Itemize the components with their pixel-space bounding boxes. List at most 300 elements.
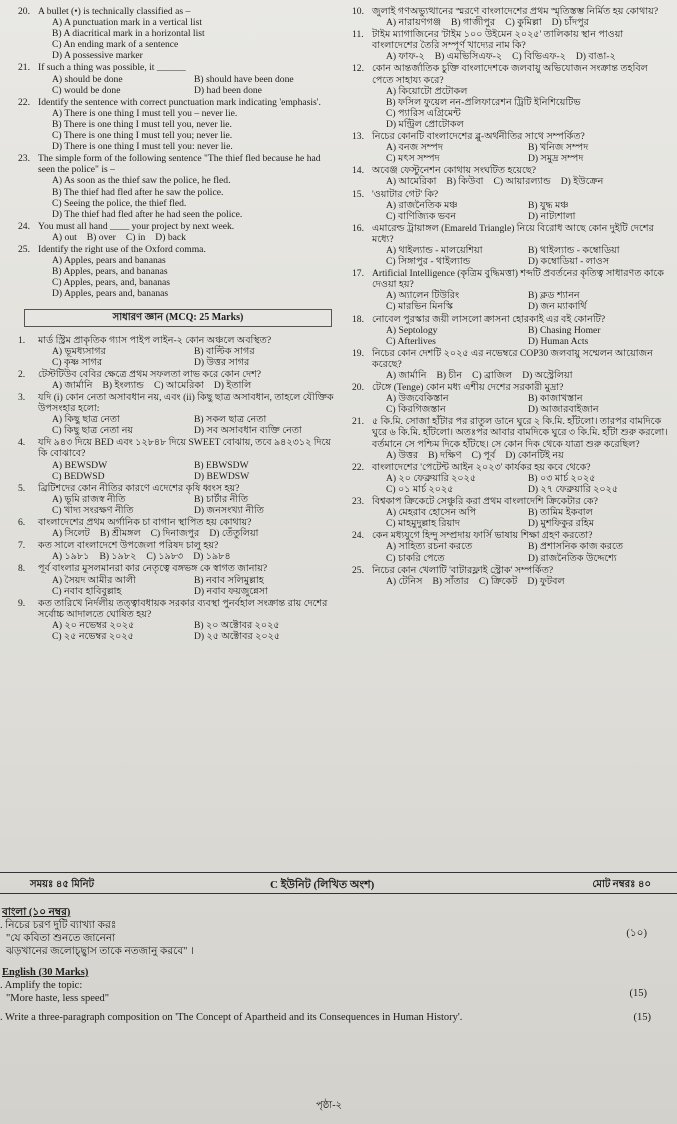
option-row [18,620,336,631]
question-number: 25. [352,564,364,576]
question-text [352,382,670,393]
question-number: 25. [18,243,30,255]
option: D) সমুদ্র সম্পদ [528,153,584,165]
option: A) কিছু ছাত্র নেতা [52,414,120,426]
option: A) অ্যালেন টিউরিং [386,290,460,302]
question-stem: বাংলাদেশের প্রথম অর্গানিক চা বাগান স্থাপিত হয় কোথায়? [38,517,252,529]
option-row [352,393,670,404]
option: A) রাজনৈতিক মঞ্চ [386,199,458,211]
option: C) আমেরিকা [153,379,204,391]
option: B) কাজাখস্তান [528,393,583,405]
question-stem: নিচের কোন খেলাটি 'বাটারফ্লাই স্ট্রোক' সম্পর্কিত? [372,564,554,576]
option: A) থাইল্যান্ড - মালয়েশিয়া [386,244,483,256]
option: A) ২০ ফেব্রুয়ারি ২০২৫ [386,472,477,484]
option: A) কিয়োটো প্রটোকল [386,85,468,97]
option: C) ০১ মার্চ ২০২৫ [386,483,454,495]
question-text [18,6,336,17]
bangla-line-2: ঝড়খানের জলোচ্ছ্বাস তাকে নতজানু করবে" । [6,946,194,957]
question-item [18,540,336,562]
question-stem: Identify the right use of the Oxford comma. [38,243,206,255]
option: D) ফুটবল [527,575,565,587]
question-item [352,382,670,415]
option: D) নাট্যশালা [528,210,576,222]
option: B) The thief had fled after he saw the police. [52,186,224,198]
option: B) শ্রীমঙ্গল [99,528,141,540]
option: D) ইউক্রেন [560,176,604,188]
question-text [352,189,670,200]
question-stem: Identify the sentence with correct punctuation mark indicating 'emphasis'. [38,96,321,108]
option: C) An ending mark of a sentence [52,39,179,51]
option: A) ২০ নভেম্বর ২০২৫ [52,619,135,631]
question-stem: মার্ড স্ট্রিম প্রাকৃতিক গ্যাস পাইপ লাইন-২ কোন অঞ্চলে অবস্থিত? [38,334,272,346]
option: B) ইংল্যান্ড [102,379,144,391]
option: D) ১৯৮৪ [193,551,231,563]
option-row [352,541,670,552]
option-row [18,575,336,586]
option: D) অস্ট্রেলিয়া [522,370,573,381]
option: A) উত্তর [386,449,419,461]
english-q1: . Amplify the topic: [0,980,83,991]
option: B) ০৩ মার্চ ২০২৫ [528,472,596,484]
question-item [352,348,670,381]
question-stem: বাংলাদেশের 'পেটেন্ট আইন ২০২৩' কার্যকর হয় কবে থেকে? [372,461,591,473]
english-q2-mark: (15) [633,1012,651,1023]
option: C) খাদ্য সংরক্ষণ নীতি [52,504,134,516]
bangla-heading: বাংলা (১০ নম্বর) [2,907,71,918]
option-row [352,51,670,62]
question-stem: জুলাই গণঅভ্যুত্থানের স্মরণে বাংলাদেশের প্রথম স্মৃতিস্তম্ভ নির্মিত হয় কোথায়? [372,6,659,17]
question-number: 15. [352,188,364,200]
question-number: 5. [18,482,26,494]
option: D) নবাব ফয়জুন্নেসা [194,585,268,597]
question-item [352,165,670,187]
question-text [352,530,670,541]
option: A) ১৯৮১ [52,551,90,563]
option: C) Apples, pears, and, bananas [52,277,171,289]
question-text [352,223,670,245]
page-number: পৃষ্ঠা-২ [316,1100,343,1111]
option: D) মন্ট্রিল প্রোটোকল [386,118,464,130]
option-row [352,245,670,256]
option: D) তেঁতুলিয়া [209,528,259,540]
question-stem: টেস্টটিউব বেবির ক্ষেত্রে প্রথম সফলতা লাভ করে কোন দেশ? [38,368,262,380]
option: C) মাহমুদুল্লাহ রিয়াদ [386,518,461,530]
question-stem: টেঙ্গে (Tenge) কোন মধ্য এশীয় দেশের সরকারী মুদ্রা? [372,382,564,394]
written-section [0,906,677,1024]
option: B) EBWSDW [194,459,249,471]
option: D) কম্বোডিয়া - লাওস [528,256,610,268]
question-number: 21. [18,62,30,74]
question-stem: টাইম ম্যাগাজিনের 'টাইম ১০০ উইমেন ২০২৫' তালিকায় স্থান পাওয়া বাংলাদেশের তৈরি সম্পূর্ণ খাদ্যের নাম কি? [372,29,624,52]
option-row [352,153,670,164]
option-row [18,85,336,96]
option: C) মারভিন মিনস্কি [386,301,453,313]
option: B) ক্লড শ্যানন [528,290,580,302]
option-row [18,357,336,368]
option: C) মৎস সম্পদ [386,153,440,165]
question-number: 17. [352,268,364,280]
option: B) There is one thing I must tell you, never lie. [52,118,232,130]
question-item [18,517,336,539]
option: B) যুদ্ধ মঞ্চ [528,199,569,211]
question-number: 24. [18,220,30,232]
option-row [18,346,336,357]
question-item [18,6,336,61]
question-stem: কত তারিখে নির্দলীয় তত্ত্বাবধায়ক সরকার ব্যবস্থা পুনর্বহাল সংক্রান্ত রায় দেশের সর্বোচ্চ আদালতে ঘোষিত হয়? [38,597,328,620]
option: B) over [86,231,116,243]
question-item [18,335,336,368]
option: D) Apples, pears and, bananas [52,288,169,300]
option: D) জন ম্যাকার্থি [528,301,587,313]
option: D) ২৭ ফেব্রুয়ারি ২০২৫ [528,483,619,495]
question-stem: A bullet (•) is technically classified as – [38,6,191,17]
option: D) A possessive marker [52,50,143,62]
option: A) A punctuation mark in a vertical list [52,17,203,29]
option: C) কৃষ্ণ সাগর [52,356,103,368]
option: D) back [155,231,186,243]
question-stem: যদি ৯৪৩ দিয়ে BED এবং ১২৮৪৮ দিয়ে SWEET বোঝায়, তবে ৯৪২৩১২ দিয়ে কি বোঝাবে? [38,437,332,460]
question-number: 18. [352,313,364,325]
option: B) ফসিল ফুয়েল নন-প্রলিফারেশন ট্রিটি ইনিশিয়েটিভ [386,96,581,108]
time-label: সময়ঃ ৪৫ মিনিট [30,879,95,890]
option-row [18,631,336,642]
question-text [18,563,336,574]
question-number: 20. [352,382,364,394]
question-text [352,565,670,576]
question-text [352,462,670,473]
question-stem: নোবেল পুরস্কার জয়ী লাসলো ক্রাসনা হোরকাই এর বই কোনটি? [372,313,606,325]
option: D) কোনটিই নয় [505,449,564,461]
option-row [18,505,336,516]
question-text [352,29,670,51]
option: A) ভূমি রাজস্ব নীতি [52,493,126,505]
option-row [18,232,336,243]
option: C) নবাব হাবিবুল্লাহ [52,585,122,597]
question-text [18,244,336,255]
option-row [18,494,336,505]
question-item [352,63,670,130]
question-stem: You must all hand ____ your project by next week. [38,220,235,232]
question-item [18,483,336,516]
option-row [352,484,670,495]
option: C) ক্রিকেট [478,575,518,587]
question-item [18,563,336,596]
question-text [18,335,336,346]
option-row [18,471,336,482]
question-number: 4. [18,437,26,449]
option: A) out [52,231,77,243]
question-item [18,437,336,481]
option: D) বাঙা-২ [575,51,616,63]
unit-title: C ইউনিট (লিখিত অংশ) [270,879,375,891]
option: C) কুমিল্লা [505,17,542,29]
question-text [352,63,670,85]
question-number: 24. [352,530,364,542]
option: D) জনসংখ্যা নীতি [194,504,264,516]
option: A) জার্মানি [52,379,93,391]
option: D) মুশফিকুর রহিম [528,518,595,530]
option: C) Afterlives [386,335,436,347]
option: C) Seeing the police, the thief fled. [52,197,187,209]
question-item [18,392,336,436]
question-number: 21. [352,416,364,428]
option-row [352,507,670,518]
option: C) পূর্ব [471,449,496,461]
option-row [352,473,670,484]
option-row [18,551,336,562]
question-text [352,314,670,325]
question-item [352,530,670,563]
question-item [352,223,670,267]
option: B) দক্ষিণ [428,449,462,461]
option: B) এমভিসিএফ-২ [434,51,503,63]
option: B) ২০ অক্টোবর ২০২৫ [194,619,280,631]
option: C) ২৫ নভেম্বর ২০২৫ [52,630,134,642]
question-text [352,416,670,449]
section-bar [0,872,677,894]
english-q1-mark: (15) [629,988,647,999]
question-number: 20. [18,6,30,17]
option: C) BEDWSD [52,470,105,482]
option-row [18,528,336,539]
question-stem: বিশ্বকাপ ক্রিকেটে সেঞ্চুরি করা প্রথম বাংলাদেশি ক্রিকেটার কে? [372,496,598,508]
question-number: 10. [352,6,364,17]
question-number: 16. [352,222,364,234]
option: A) সৈয়দ আমীর আলী [52,574,136,586]
question-text [352,165,670,176]
question-stem: নিচের কোনটি বাংলাদেশের ব্লু-অর্থনীতির সাথে সম্পর্কিত? [372,131,585,143]
question-number: 14. [352,165,364,177]
option: B) সকল ছাত্র নেতা [194,414,267,426]
question-item [352,268,670,312]
question-text [18,369,336,380]
question-number: 6. [18,517,26,529]
question-item [352,565,670,587]
question-stem: ৫ কি.মি. সোজা হাঁটার পর রাতুল ডানে ঘুরে ২ কি.মি. হাঁটলো। তারপর বামদিকে ঘুরে ৬ কি.মি. হাঁটলো। অতঃপর আবার বামদিকে ঘুরে ৩ কি.মি. হাঁটা শুরু করলো। বর্তমানে সে পশ্চিম দিকে হাঁটছে। সে কোন দিক থেকে যাত্রা শুরু করেছিল? [372,416,668,450]
option: B) সাঁতার [432,575,469,587]
bangla-mark: (১০) [626,928,647,939]
question-number: 23. [18,153,30,165]
option: A) সাহিত্য রচনা করতে [386,541,473,553]
question-text [18,153,336,175]
question-number: 22. [18,96,30,108]
english-heading: English (30 Marks) [2,967,89,978]
option-row [18,425,336,436]
question-number: 19. [352,347,364,359]
option-row [352,142,670,153]
option: C) প্যারিস এগ্রিমেন্ট [386,107,461,119]
option: A) ভূমধ্যসাগর [52,345,106,357]
option-row [18,74,336,85]
option: A) বনজ সম্পদ [386,142,444,154]
option: A) নারায়ণগঞ্জ [386,17,442,29]
option: D) The thief had fled after he had seen the police. [52,208,243,220]
question-text [18,221,336,232]
option-row [352,336,670,347]
english-q1-topic: "More haste, less speed" [6,993,110,1004]
option: B) চার্টার নীতি [194,493,249,505]
option: B) তামিম ইকবাল [528,507,593,519]
option: D) আজারবাইজান [528,404,599,416]
option: C) আয়ারল্যান্ড [493,176,551,188]
question-item [18,369,336,391]
option-row [352,576,670,587]
question-text [18,517,336,528]
question-number: 3. [18,392,26,403]
option: B) চীন [436,370,463,381]
option: C) বাণিজ্যিক ভবন [386,210,457,222]
option: A) Apples, pears and bananas [52,255,166,267]
question-item [352,29,670,62]
question-text [352,131,670,142]
question-text [18,62,336,73]
option: C) would be done [52,84,121,96]
bangla-line-1: "যে কবিতা শুনতে জানেনা [6,933,116,944]
option-row [352,553,670,564]
option-row [352,450,670,461]
question-number: 12. [352,63,364,75]
option: D) ২৫ অক্টোবর ২০২৫ [194,630,281,642]
question-number: 1. [18,334,26,346]
question-number: 11. [352,29,364,41]
option: D) চাঁদপুর [551,17,589,29]
option: A) মেহরাব হোসেন অপি [386,507,477,519]
option: D) উত্তর সাগর [194,356,250,368]
question-number: 13. [352,131,364,143]
question-text [18,540,336,551]
question-text [352,6,670,17]
question-text [18,97,336,108]
option-row [352,370,670,381]
option: B) should have been done [194,73,294,85]
option-row [18,586,336,597]
option: A) should be done [52,73,123,85]
option: D) রাজনৈতিক উদ্দেশ্যে [528,552,617,564]
total-marks: মোট নম্বরঃ ৪০ [592,879,651,890]
question-item [18,153,336,220]
option: B) বাল্টিক সাগর [194,345,255,357]
option-row [352,404,670,415]
question-stem: কোন আন্তর্জাতিক চুক্তি বাংলাদেশকে জলবায়ু অভিযোজন সংক্রান্ত তহবিল পেতে সাহায্য করে? [372,63,648,86]
question-stem: কেন মধ্যযুগে হিন্দু সম্প্রদায় ফার্সি ভাষায় শিক্ষা গ্রহণ করতো? [372,530,593,542]
question-item [18,221,336,243]
option: C) ১৯৮৩ [146,551,184,563]
option: C) বিভিএফ-২ [512,51,566,63]
option: B) থাইল্যান্ড - কম্বোডিয়া [528,244,620,256]
question-text [352,496,670,507]
option: B) Apples, pears, and bananas [52,266,168,278]
question-stem: The simple form of the following sentence "The thief fled because he had seen the police" is – [38,153,321,176]
question-text [352,268,670,290]
option-row [352,301,670,312]
question-item [352,314,670,347]
option: C) সিঙ্গাপুর - থাইল্যান্ড [386,256,471,268]
option-row [352,290,670,301]
option-row [18,380,336,391]
option-row [352,211,670,222]
option: C) কিরগিজস্তান [386,404,446,416]
question-text [18,483,336,494]
option: A) টেনিস [386,575,423,587]
question-stem: Artificial Intelligence (কৃত্রিম বুদ্ধিমত্তা) শব্দটি প্রবর্তনের কৃতিত্ব সাধারণত কাকে দেওয়া হয়? [372,268,664,291]
question-text [18,598,336,620]
option: B) A diacritical mark in a horizontal list [52,28,205,40]
question-text [352,348,670,370]
question-item [18,97,336,152]
bangla-q1: . নিচের চরণ দুটি ব্যাখ্যা করঃ [0,920,117,931]
option: B) ১৯৮২ [99,551,137,563]
option: A) BEWSDW [52,459,108,471]
gk-section-heading: সাধারণ জ্ঞান (MCQ: 25 Marks) [24,309,332,326]
question-text [18,437,336,459]
question-stem: If such a thing was possible, it ______ [38,62,186,74]
option: C) ব্রাজিল [472,370,513,381]
option: A) উজবেকিস্তান [386,393,449,405]
option-row [352,176,670,187]
question-text [18,392,336,414]
option: B) কিউবা [446,176,484,188]
question-stem: এমারেল্ড ট্রায়াঙ্গল (Emareld Triangle) নিয়ে বিরোধ আছে কোন দুইটি দেশের মধ্যে? [372,222,654,245]
option-row [18,414,336,425]
question-stem: পূর্ব বাংলার মুসলমানরা কার নেতৃত্বে বঙ্গভঙ্গ কে স্বাগত জানায়? [38,563,268,575]
option: B) Chasing Homer [528,324,601,336]
question-number: 22. [352,461,364,473]
option: D) সব অসাবধান ব্যক্তি নেতা [194,425,302,437]
option-row [352,200,670,211]
question-number: 23. [352,496,364,508]
option: B) প্রশাসনিক কাজ করতে [528,541,624,553]
option: C) চাকরি পেতে [386,552,445,564]
option: B) গাজীপুর [451,17,496,29]
option: C) কিছু ছাত্র নেতা নয় [52,425,134,437]
question-stem: কত সালে বাংলাদেশে উপজেলা পরিষদ চালু হয়? [38,540,219,552]
option: D) Human Acts [528,335,589,347]
question-number: 2. [18,368,26,380]
option: A) ফাফ-২ [386,51,425,63]
option: D) had been done [194,84,262,96]
question-item [18,598,336,642]
option: A) আমেরিকা [386,176,437,188]
question-stem: 'ওয়াটার গেট' কি? [372,188,439,200]
option-row [352,518,670,529]
question-item [18,244,336,299]
question-number: 8. [18,563,26,575]
option-row [352,325,670,336]
option: D) ইতালি [213,379,252,391]
option: D) There is one thing I must tell you: never lie. [52,141,233,153]
question-stem: অবেঞ্জ ফেস্টুনেশন কোথায় সংঘটিত হয়েছে? [372,165,536,177]
option: C) There is one thing I must tell you; never lie. [52,130,233,142]
question-item [352,416,670,460]
option: B) খনিজ সম্পদ [528,142,589,154]
option: A) সিলেট [52,528,90,540]
option: A) জার্মানি [386,370,427,381]
question-number: 7. [18,540,26,552]
option-row [18,460,336,471]
question-item [352,6,670,28]
option: A) As soon as the thief saw the police, he fled. [52,175,231,187]
option: C) in [125,231,146,243]
question-stem: ব্রিটিশদের কোন নীতির কারণে এদেশের কৃষি ধ্বংস হয়? [38,482,240,494]
question-stem: যদি (i) কোন নেতা অসাবধান নয়, এবং (ii) কিছু ছাত্র অসাবধান, তাহলে যৌক্তিক উপসংহার হলো: [38,392,334,415]
question-item [18,62,336,95]
option: A) Septology [386,324,438,336]
question-item [352,462,670,495]
question-number: 9. [18,597,26,609]
option-row [352,256,670,267]
question-item [352,131,670,164]
option-row [352,17,670,28]
